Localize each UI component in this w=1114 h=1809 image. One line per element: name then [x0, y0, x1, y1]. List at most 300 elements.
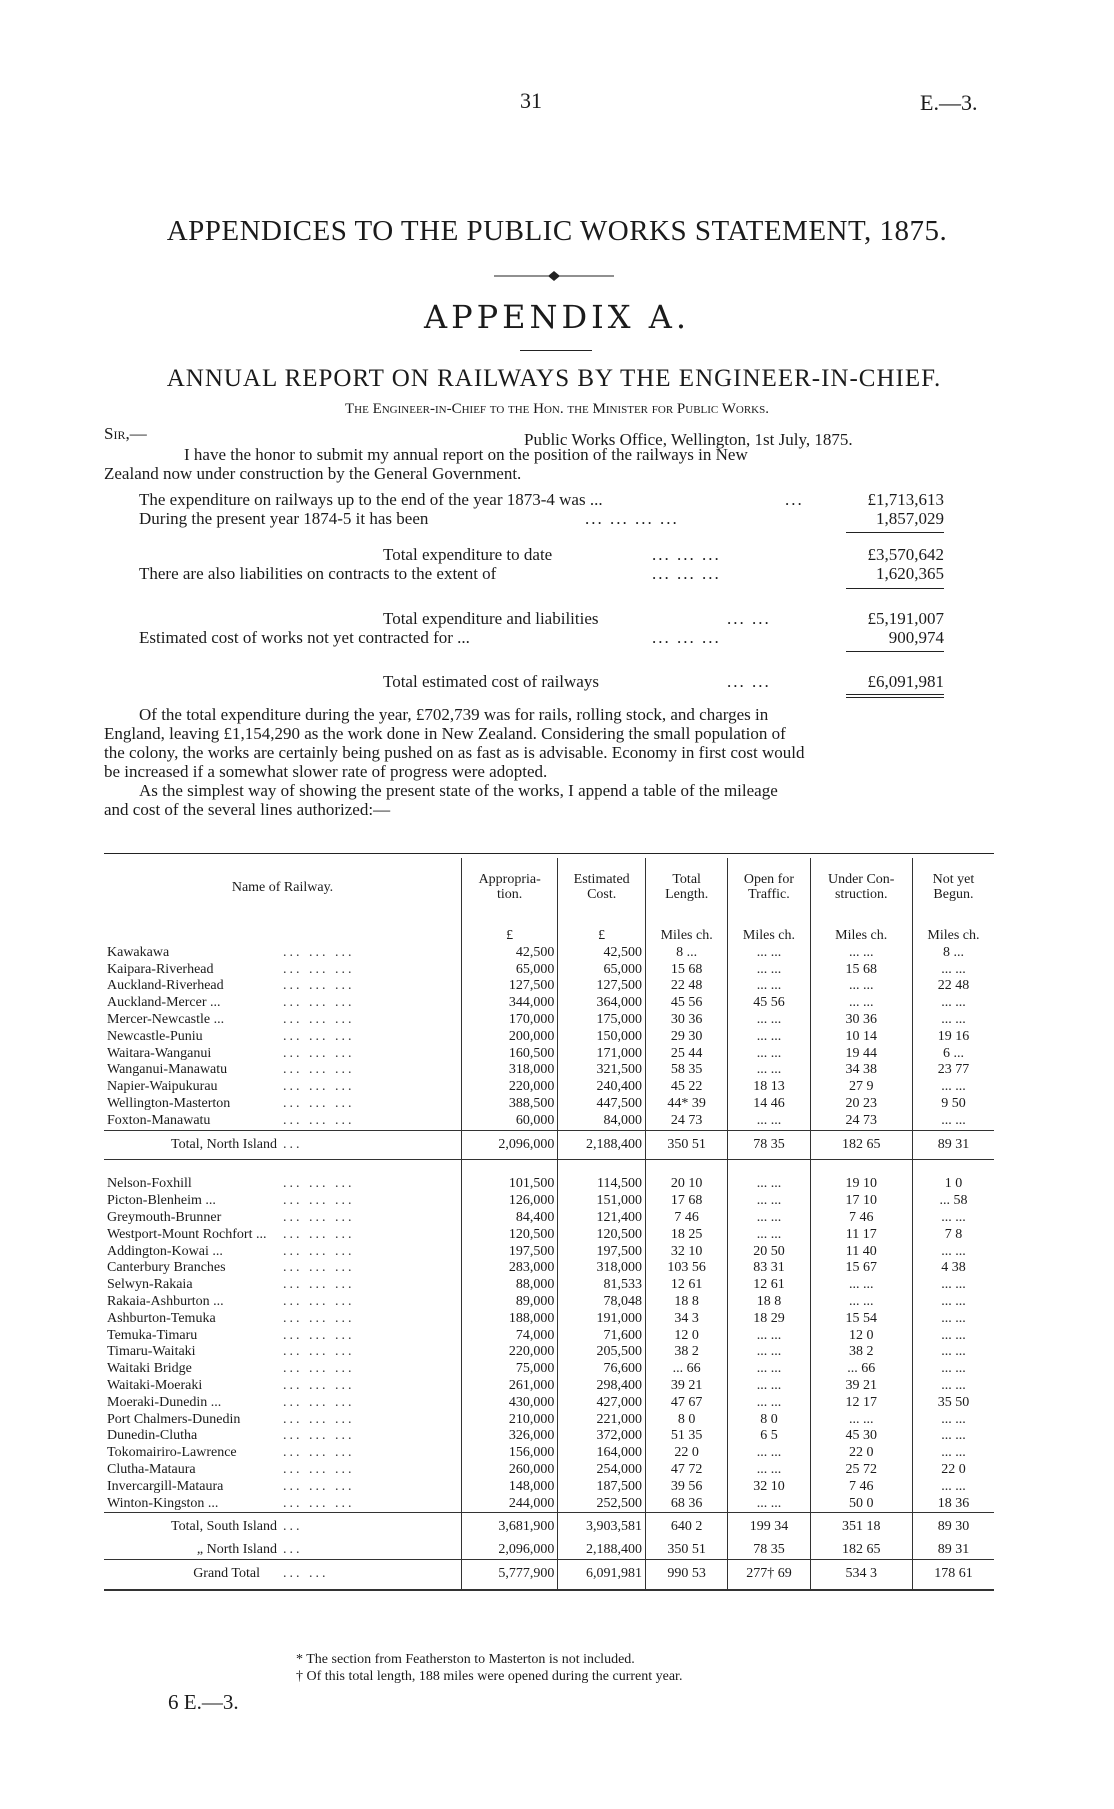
cell-under-construction: 27 9 — [810, 1079, 912, 1096]
sum-rule — [846, 588, 944, 589]
cell-not-begun: 35 50 — [912, 1395, 994, 1412]
cell-estimated-cost: 364,000 — [558, 995, 646, 1012]
cell-under-construction: 182 65 — [810, 1542, 912, 1559]
cell-under-construction: ... ... — [810, 978, 912, 995]
cell-estimated-cost: 2,188,400 — [558, 1130, 646, 1160]
summary-value-1: £1,713,613 — [867, 490, 944, 509]
railway-name: Foxton-Manawatu — [107, 1112, 211, 1128]
cell-estimated-cost: 191,000 — [558, 1311, 646, 1328]
summary-label-2: During the present year 1874-5 it has been — [139, 509, 429, 528]
row-leader: ... ... ... — [283, 1045, 355, 1061]
cell-under-construction: 11 17 — [810, 1227, 912, 1244]
cell-under-construction: 15 54 — [810, 1311, 912, 1328]
railway-name: Clutha-Mataura — [107, 1461, 196, 1477]
page-title: APPENDICES TO THE PUBLIC WORKS STATEMENT, 1875. — [166, 215, 948, 247]
cell-under-construction: 24 73 — [810, 1113, 912, 1130]
row-leader: ... ... ... — [283, 1344, 355, 1360]
railway-name: Auckland-Riverhead — [107, 978, 224, 994]
cell-open: 32 10 — [728, 1479, 810, 1496]
cell-open: 12 61 — [728, 1277, 810, 1294]
cell-estimated-cost: 240,400 — [558, 1079, 646, 1096]
cell-not-begun: 8 ... — [912, 945, 994, 962]
footnote-2: † Of this total length, 188 miles were opened during the current year. — [296, 1669, 683, 1684]
cell-total-length: 24 73 — [646, 1113, 728, 1130]
cell-open: ... ... — [728, 1210, 810, 1227]
cell-not-begun: 4 38 — [912, 1260, 994, 1277]
cell-open: 78 35 — [728, 1542, 810, 1559]
cell-open: 83 31 — [728, 1260, 810, 1277]
summary-dots-6: ... ... ... — [652, 628, 721, 647]
cell-open: 14 46 — [728, 1096, 810, 1113]
row-leader: ... ... ... — [283, 1277, 355, 1293]
cell-open: ... ... — [728, 945, 810, 962]
cell-estimated-cost: 447,500 — [558, 1096, 646, 1113]
cell-appropriation: 160,500 — [462, 1046, 558, 1063]
cell-under-construction: ... 66 — [810, 1361, 912, 1378]
railway-name: Rakaia-Ashburton ... — [107, 1293, 224, 1309]
row-leader: ... ... ... — [283, 1260, 355, 1276]
table-row — [104, 1395, 994, 1412]
table-row — [104, 1193, 994, 1210]
south-island-rows — [104, 1160, 994, 1513]
railway-name: Selwyn-Rakaia — [107, 1277, 193, 1293]
cell-under-construction: 50 0 — [810, 1496, 912, 1513]
railway-name: Kawakawa — [107, 944, 170, 960]
cell-estimated-cost: 6,091,981 — [558, 1559, 646, 1589]
cell-appropriation: 318,000 — [462, 1062, 558, 1079]
cell-not-begun: 89 31 — [912, 1130, 994, 1160]
cell-total-length: 8 0 — [646, 1412, 728, 1429]
cell-not-begun: ... ... — [912, 1012, 994, 1029]
paragraph-line: Of the total expenditure during the year, £702,739 was for rails, rolling stock, and charges in — [139, 705, 769, 724]
north-again-row — [104, 1542, 994, 1559]
cell-not-begun: ... ... — [912, 1244, 994, 1261]
cell-open: ... ... — [728, 1462, 810, 1479]
cell-not-begun: ... ... — [912, 1361, 994, 1378]
railway-name: Newcastle-Puniu — [107, 1028, 203, 1044]
cell-total-length: 47 67 — [646, 1395, 728, 1412]
cell-under-construction: ... ... — [810, 1294, 912, 1311]
cell-under-construction: 38 2 — [810, 1344, 912, 1361]
cell-not-begun: ... ... — [912, 1445, 994, 1462]
sum-rule — [846, 694, 944, 695]
cell-under-construction: 7 46 — [810, 1479, 912, 1496]
spacer-row — [104, 1160, 994, 1177]
cell-not-begun: ... ... — [912, 995, 994, 1012]
cell-not-begun: 89 30 — [912, 1513, 994, 1542]
cell-not-begun: ... ... — [912, 1428, 994, 1445]
cell-appropriation: 127,500 — [462, 978, 558, 995]
cell-total-length: 30 36 — [646, 1012, 728, 1029]
railway-name: Waitaki Bridge — [107, 1361, 192, 1377]
cell-appropriation: 60,000 — [462, 1113, 558, 1130]
table-row — [104, 1445, 994, 1462]
table-row — [104, 1079, 994, 1096]
table-row — [104, 995, 994, 1012]
table-row — [104, 1361, 994, 1378]
cell-appropriation: 2,096,000 — [462, 1542, 558, 1559]
railway-name: Wanganui-Manawatu — [107, 1062, 228, 1078]
cell-estimated-cost: 318,000 — [558, 1260, 646, 1277]
cell-not-begun: ... ... — [912, 1412, 994, 1429]
north-island-rows — [104, 916, 994, 1130]
summary-value-2: 1,857,029 — [876, 509, 944, 528]
table-row — [104, 1462, 994, 1479]
cell-estimated-cost: 71,600 — [558, 1328, 646, 1345]
row-leader: ... ... ... — [283, 1327, 355, 1343]
row-leader: ... ... ... — [283, 1361, 355, 1377]
cell-under-construction: 534 3 — [810, 1559, 912, 1589]
unit-label: Miles ch. — [810, 916, 912, 945]
cell-appropriation: 120,500 — [462, 1227, 558, 1244]
row-leader: ... ... ... — [283, 1428, 355, 1444]
north-total-row — [104, 1130, 994, 1160]
table-row — [104, 1479, 994, 1496]
cell-appropriation: 170,000 — [462, 1012, 558, 1029]
table-row — [104, 1344, 994, 1361]
railway-name: Moeraki-Dunedin ... — [107, 1394, 222, 1410]
cell-under-construction: 22 0 — [810, 1445, 912, 1462]
cell-total-length: 38 2 — [646, 1344, 728, 1361]
cell-not-begun: 1 0 — [912, 1176, 994, 1193]
cell-under-construction: 11 40 — [810, 1244, 912, 1261]
railway-name: Port Chalmers-Dunedin — [107, 1411, 241, 1427]
cell-under-construction: 17 10 — [810, 1193, 912, 1210]
cell-total-length: 8 ... — [646, 945, 728, 962]
cell-open: ... ... — [728, 978, 810, 995]
summary-label-3: Total expenditure to date — [383, 545, 553, 564]
cell-total-length: 51 35 — [646, 1428, 728, 1445]
cell-total-length: 12 0 — [646, 1328, 728, 1345]
cell-total-length: 39 21 — [646, 1378, 728, 1395]
cell-open: 18 8 — [728, 1294, 810, 1311]
paragraph-line: England, leaving £1,154,290 as the work done in New Zealand. Considering the small population of — [104, 724, 786, 743]
cell-estimated-cost: 197,500 — [558, 1244, 646, 1261]
table-row — [104, 1227, 994, 1244]
cell-estimated-cost: 127,500 — [558, 978, 646, 995]
cell-appropriation: 260,000 — [462, 1462, 558, 1479]
table-row — [104, 1328, 994, 1345]
railway-name: Ashburton-Temuka — [107, 1310, 216, 1326]
row-leader: ... ... ... — [283, 1411, 355, 1427]
cell-under-construction: 34 38 — [810, 1062, 912, 1079]
cell-estimated-cost: 78,048 — [558, 1294, 646, 1311]
cell-total-length: 32 10 — [646, 1244, 728, 1261]
cell-open: ... ... — [728, 1496, 810, 1513]
cell-total-length: 18 8 — [646, 1294, 728, 1311]
cell-not-begun: 22 48 — [912, 978, 994, 995]
unit-label: £ — [462, 916, 558, 945]
cell-estimated-cost: 120,500 — [558, 1227, 646, 1244]
cell-total-length: 29 30 — [646, 1029, 728, 1046]
table-row — [104, 978, 994, 995]
cell-open: 199 34 — [728, 1513, 810, 1542]
cell-estimated-cost: 81,533 — [558, 1277, 646, 1294]
summary-value-3: £3,570,642 — [867, 545, 944, 564]
total-label: Grand Total — [193, 1565, 260, 1581]
table-header-row — [104, 858, 994, 916]
table-top-rule — [104, 853, 994, 854]
cell-estimated-cost: 150,000 — [558, 1029, 646, 1046]
row-leader: ... ... ... — [283, 1310, 355, 1326]
grand-total-row — [104, 1559, 994, 1589]
cell-total-length: 15 68 — [646, 962, 728, 979]
table-row — [104, 1046, 994, 1063]
sum-rule — [846, 651, 944, 652]
unit-label: Miles ch. — [728, 916, 810, 945]
cell-appropriation: 326,000 — [462, 1428, 558, 1445]
units-row — [104, 916, 994, 945]
summary-value-7: £6,091,981 — [867, 672, 944, 691]
cell-appropriation: 5,777,900 — [462, 1559, 558, 1589]
table-row — [104, 1244, 994, 1261]
railway-name: Auckland-Mercer ... — [107, 995, 221, 1011]
row-leader: ... ... ... — [283, 1243, 355, 1259]
cell-appropriation: 430,000 — [462, 1395, 558, 1412]
cell-not-begun: ... ... — [912, 1210, 994, 1227]
paragraph-line: the colony, the works are certainly being pushed on as fast as is advisable. Economy in first cost would — [104, 743, 805, 762]
cell-not-begun: 89 31 — [912, 1542, 994, 1559]
cell-total-length: 17 68 — [646, 1193, 728, 1210]
cell-total-length: 18 25 — [646, 1227, 728, 1244]
cell-not-begun: ... ... — [912, 1294, 994, 1311]
summary-value-5: £5,191,007 — [867, 609, 944, 628]
cell-estimated-cost: 372,000 — [558, 1428, 646, 1445]
cell-not-begun: 19 16 — [912, 1029, 994, 1046]
cell-not-begun: 178 61 — [912, 1559, 994, 1589]
railway-name: Dunedin-Clutha — [107, 1428, 198, 1444]
row-leader: ... ... ... — [283, 995, 355, 1011]
row-leader: ... ... ... — [283, 1112, 355, 1128]
unit-label: £ — [558, 916, 646, 945]
summary-dots-5: ... ... — [727, 609, 771, 628]
table-row — [104, 1113, 994, 1130]
row-leader: ... ... ... — [283, 1209, 355, 1225]
signature-mark: 6 E.—3. — [168, 1690, 239, 1714]
railway-name: Temuka-Timaru — [107, 1327, 198, 1343]
row-leader: ... ... ... — [283, 1394, 355, 1410]
summary-dots-3: ... ... ... — [652, 545, 721, 564]
cell-open: ... ... — [728, 1046, 810, 1063]
cell-total-length: 22 0 — [646, 1445, 728, 1462]
cell-not-begun: 7 8 — [912, 1227, 994, 1244]
cell-under-construction: 39 21 — [810, 1378, 912, 1395]
railway-name: Invercargill-Mataura — [107, 1478, 224, 1494]
row-leader: ... ... ... — [283, 1095, 355, 1111]
cell-under-construction: 19 44 — [810, 1046, 912, 1063]
cell-estimated-cost: 298,400 — [558, 1378, 646, 1395]
divider — [520, 350, 592, 351]
summary-label-1: The expenditure on railways up to the end of the year 1873-4 was ... — [139, 490, 603, 509]
cell-estimated-cost: 254,000 — [558, 1462, 646, 1479]
summary-dots-1: ... — [785, 490, 804, 509]
cell-open: ... ... — [728, 1113, 810, 1130]
cell-total-length: 34 3 — [646, 1311, 728, 1328]
cell-total-length: 22 48 — [646, 978, 728, 995]
paragraph-intro-2: Zealand now under construction by the General Government. — [104, 464, 522, 483]
cell-under-construction: ... ... — [810, 945, 912, 962]
summary-dots-2: ... ... ... ... — [585, 509, 679, 528]
cell-not-begun: ... ... — [912, 1079, 994, 1096]
cell-appropriation: 84,400 — [462, 1210, 558, 1227]
summary-label-6: Estimated cost of works not yet contracted for ... — [139, 628, 470, 647]
cell-open: ... ... — [728, 1176, 810, 1193]
cell-under-construction: 7 46 — [810, 1210, 912, 1227]
cell-total-length: 39 56 — [646, 1479, 728, 1496]
cell-total-length: 350 51 — [646, 1130, 728, 1160]
row-leader: ... ... — [283, 1565, 329, 1581]
cell-not-begun: ... ... — [912, 1277, 994, 1294]
cell-total-length: 103 56 — [646, 1260, 728, 1277]
cell-under-construction: 15 68 — [810, 962, 912, 979]
cell-open: ... ... — [728, 1062, 810, 1079]
railway-name: Nelson-Foxhill — [107, 1176, 192, 1192]
cell-appropriation: 3,681,900 — [462, 1513, 558, 1542]
ornament-divider — [494, 270, 614, 282]
table-row — [104, 1277, 994, 1294]
row-leader: ... ... ... — [283, 944, 355, 960]
cell-appropriation: 344,000 — [462, 995, 558, 1012]
cell-estimated-cost: 65,000 — [558, 962, 646, 979]
report-subheading: The Engineer-in-Chief to the Hon. the Minister for Public Works. — [345, 401, 769, 417]
summary-value-6: 900,974 — [888, 628, 944, 647]
cell-not-begun: 22 0 — [912, 1462, 994, 1479]
cell-total-length: 12 61 — [646, 1277, 728, 1294]
cell-open: 18 13 — [728, 1079, 810, 1096]
table-row — [104, 1096, 994, 1113]
col-header-not-yet-begun: Not yet Begun. — [912, 858, 994, 916]
railway-name: Greymouth-Brunner — [107, 1209, 222, 1225]
row-leader: ... ... ... — [283, 1478, 355, 1494]
cell-appropriation: 283,000 — [462, 1260, 558, 1277]
cell-open: 18 29 — [728, 1311, 810, 1328]
row-leader: ... ... ... — [283, 1377, 355, 1393]
cell-appropriation: 75,000 — [462, 1361, 558, 1378]
cell-not-begun: ... ... — [912, 962, 994, 979]
sum-rule — [846, 697, 944, 698]
units-blank — [280, 916, 462, 945]
cell-estimated-cost: 3,903,581 — [558, 1513, 646, 1542]
total-label: Total, North Island — [171, 1136, 277, 1152]
cell-appropriation: 101,500 — [462, 1176, 558, 1193]
row-leader: ... ... ... — [283, 978, 355, 994]
cell-not-begun: 23 77 — [912, 1062, 994, 1079]
col-header-estimated-cost: Estimated Cost. — [558, 858, 646, 916]
cell-total-length: 47 72 — [646, 1462, 728, 1479]
cell-appropriation: 89,000 — [462, 1294, 558, 1311]
summary-value-4: 1,620,365 — [876, 564, 944, 583]
row-leader: ... — [283, 1542, 303, 1558]
cell-not-begun: ... ... — [912, 1378, 994, 1395]
table-row — [104, 1029, 994, 1046]
table-row — [104, 1062, 994, 1079]
cell-open: ... ... — [728, 1012, 810, 1029]
cell-open: ... ... — [728, 1029, 810, 1046]
cell-estimated-cost: 2,188,400 — [558, 1542, 646, 1559]
cell-open: 20 50 — [728, 1244, 810, 1261]
cell-total-length: 45 22 — [646, 1079, 728, 1096]
cell-estimated-cost: 151,000 — [558, 1193, 646, 1210]
cell-total-length: 25 44 — [646, 1046, 728, 1063]
row-leader: ... ... ... — [283, 1226, 355, 1242]
cell-total-length: ... 66 — [646, 1361, 728, 1378]
cell-appropriation: 388,500 — [462, 1096, 558, 1113]
cell-total-length: 990 53 — [646, 1559, 728, 1589]
total-label: Total, South Island — [171, 1519, 277, 1535]
total-label: „ North Island — [196, 1542, 277, 1558]
table-row — [104, 962, 994, 979]
cell-appropriation: 74,000 — [462, 1328, 558, 1345]
cell-appropriation: 261,000 — [462, 1378, 558, 1395]
cell-under-construction: 45 30 — [810, 1428, 912, 1445]
railway-name: Mercer-Newcastle ... — [107, 1011, 225, 1027]
table-row — [104, 1260, 994, 1277]
cell-under-construction: ... ... — [810, 1412, 912, 1429]
cell-estimated-cost: 121,400 — [558, 1210, 646, 1227]
row-leader: ... ... ... — [283, 1193, 355, 1209]
cell-not-begun: 18 36 — [912, 1496, 994, 1513]
col-header-total-length: Total Length. — [646, 858, 728, 916]
table-row — [104, 1496, 994, 1513]
table-row — [104, 1176, 994, 1193]
cell-estimated-cost: 171,000 — [558, 1046, 646, 1063]
cell-estimated-cost: 321,500 — [558, 1062, 646, 1079]
cell-under-construction: 10 14 — [810, 1029, 912, 1046]
address-line: Public Works Office, Wellington, 1st July, 1875. — [524, 430, 853, 449]
south-total-row — [104, 1513, 994, 1542]
report-heading: ANNUAL REPORT ON RAILWAYS BY THE ENGINEER-IN-CHIEF. — [166, 365, 942, 392]
cell-appropriation: 244,000 — [462, 1496, 558, 1513]
railway-name: Wellington-Masterton — [107, 1095, 231, 1111]
cell-not-begun: 9 50 — [912, 1096, 994, 1113]
table-row — [104, 1012, 994, 1029]
cell-total-length: 350 51 — [646, 1542, 728, 1559]
summary-dots-7: ... ... — [727, 672, 771, 691]
table-row — [104, 1378, 994, 1395]
table-row — [104, 1428, 994, 1445]
cell-appropriation: 65,000 — [462, 962, 558, 979]
cell-open: 277† 69 — [728, 1559, 810, 1589]
summary-label-7: Total estimated cost of railways — [383, 672, 599, 691]
railway-name: Kaipara-Riverhead — [107, 961, 214, 977]
footnote-1: * The section from Featherston to Masterton is not included. — [296, 1652, 635, 1667]
cell-not-begun: ... ... — [912, 1328, 994, 1345]
paragraph-line: and cost of the several lines authorized:— — [104, 800, 391, 819]
railway-name: Addington-Kowai ... — [107, 1243, 223, 1259]
cell-estimated-cost: 114,500 — [558, 1176, 646, 1193]
salutation: Sir,— — [104, 424, 147, 443]
cell-not-begun: ... ... — [912, 1311, 994, 1328]
cell-under-construction: 25 72 — [810, 1462, 912, 1479]
cell-appropriation: 197,500 — [462, 1244, 558, 1261]
row-leader: ... ... ... — [283, 961, 355, 977]
col-header-open-for-traffic: Open for Traffic. — [728, 858, 810, 916]
appendix-title: APPENDIX A. — [423, 298, 691, 336]
cell-estimated-cost: 252,500 — [558, 1496, 646, 1513]
cell-open: 45 56 — [728, 995, 810, 1012]
paragraph-line: be increased if a somewhat slower rate of progress were adopted. — [104, 762, 548, 781]
cell-total-length: 58 35 — [646, 1062, 728, 1079]
page-number: 31 — [520, 88, 542, 113]
cell-under-construction: 20 23 — [810, 1096, 912, 1113]
row-leader: ... ... ... — [283, 1461, 355, 1477]
railway-name: Timaru-Waitaki — [107, 1344, 196, 1360]
cell-open: ... ... — [728, 1361, 810, 1378]
cell-appropriation: 126,000 — [462, 1193, 558, 1210]
railway-name: Tokomairiro-Lawrence — [107, 1445, 237, 1461]
cell-appropriation: 88,000 — [462, 1277, 558, 1294]
cell-estimated-cost: 221,000 — [558, 1412, 646, 1429]
